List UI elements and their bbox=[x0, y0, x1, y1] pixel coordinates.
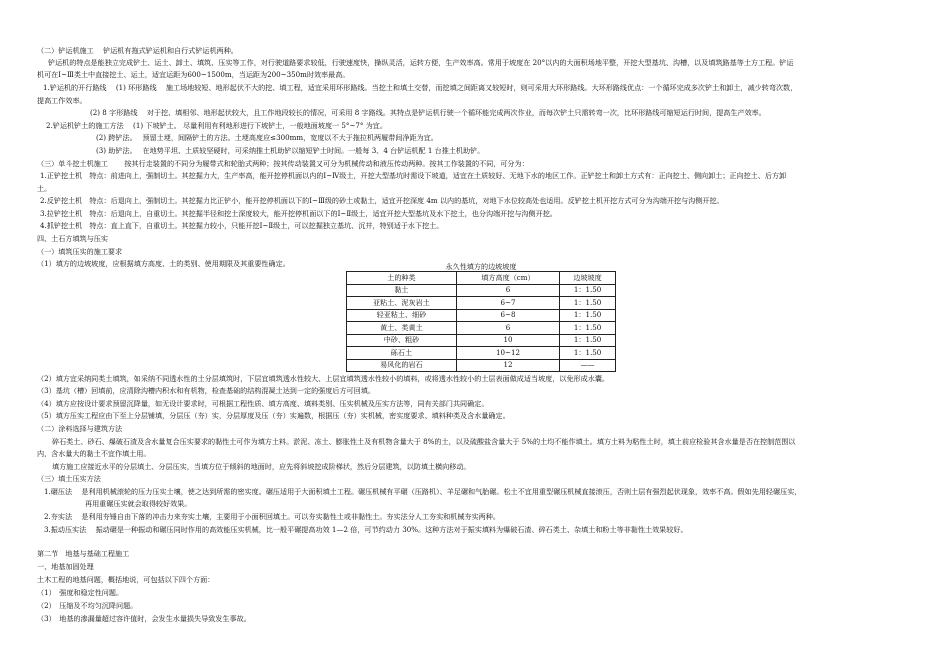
text-line: 土木工程的地基问题，概括地说，可包括以下四个方面： bbox=[37, 575, 215, 584]
text-line: 2.夯实法 是利用夯锤自由下落的冲击力来夯实土壤，主要用于小面积回填土。可以夯实黏性土或非黏性土。夯实法分人工夯实和机械夯实两种。 bbox=[44, 512, 500, 521]
text-line: 提高工作效率。 bbox=[37, 96, 87, 105]
table-cell: 黄土、类黄土 bbox=[347, 322, 457, 335]
list-item: （3） 地基的渗漏量超过容许值时，会发生水量损失导致发生事故。 bbox=[37, 614, 251, 623]
table-row bbox=[347, 297, 616, 310]
table-cell: 黏土 bbox=[347, 284, 457, 297]
subsection-heading: （一）填筑压实的施工要求 bbox=[37, 247, 123, 256]
list-item: （2） 压缩及不均匀沉降问题。 bbox=[37, 601, 138, 610]
text-line: （三）单斗挖土机施工 按其行走装置的不同分为履带式和轮胎式两种；按其传动装置又可分为机械传动和液压传动两种。按其工作装置的不同，可分为： bbox=[37, 159, 529, 168]
text-line: 1.正铲挖土机 特点：前进向上，强制切土。其挖掘力大，生产率高，能开挖停机面以内的Ⅰ~Ⅳ级土，开挖大型基坑时需设下坡道，适宜在土质较好、无地下水的地区工作。正铲挖土和卸土方式有：正向挖土、侧向卸土；正向挖土、后方卸 bbox=[40, 171, 787, 180]
table-cell: 易风化的岩石 bbox=[347, 359, 457, 372]
section-heading: 一、地基加固处理 bbox=[37, 562, 94, 571]
text-line: (2) 8 字形路线 对于挖、填相邻、地形起伏较大，且工作地段较长的情况，可采用 8 字路线。其特点是铲运机行驶一个循环能完成两次作业，而每次铲土只需转弯一次，比环形路线可缩短运行时间，提高生产效率。 bbox=[90, 108, 766, 117]
list-item: （1） 强度和稳定性问题。 bbox=[37, 588, 124, 597]
chapter-heading: 第二节 地基与基础工程施工 bbox=[37, 549, 130, 558]
text-line: 再用重碾压实就会取得较好效果。 bbox=[85, 499, 192, 508]
table-cell: 1：1.50 bbox=[560, 322, 616, 335]
text-line: 碎石类土、砂石、爆破石渣及含水量复合压实要求的黏性土可作为填方土料。淤泥、冻土、膨胀性土及有机物含量大于 8%的土，以及硫酸盐含量大于 5%的土均不能作填土。填方土料为粘性土时，填土前应检验其含水量是否在控制范围以 bbox=[52, 437, 796, 446]
text-line: 4.抓铲挖土机 特点：直上直下，自重切土。其挖掘力较小，只能开挖Ⅰ~Ⅱ级土，可以挖掘独立基坑、沉井，特别适于水下挖土。 bbox=[40, 221, 444, 230]
table-row bbox=[347, 334, 616, 347]
text-line: （1）填方的边坡坡度，应根据填方高度、土的类别、使用期限及其重要性确定。 bbox=[37, 259, 290, 268]
text-line: 土。 bbox=[37, 184, 52, 193]
table-cell: 1：1.50 bbox=[560, 309, 616, 322]
table-row bbox=[347, 309, 616, 322]
text-line: 铲运机的特点是能独立完成铲土、运土、卸土、填筑、压实等工作，对行驶道路要求较低，行驶速度快，操纵灵活，运转方便，生产效率高。常用于坡度在 20°以内的大面积场地平整，开挖大型基坑、沟槽，以及填筑路基等土方工程。铲运 bbox=[48, 58, 794, 67]
table-cell: 10 bbox=[456, 334, 559, 347]
table-cell: 6 bbox=[456, 284, 559, 297]
table-title: 永久性填方的边坡坡度 bbox=[445, 262, 517, 271]
text-line: （3）基坑（槽）回填前，应清除沟槽内积水和有机物，检查基础的结构混凝土达到一定的强度后方可回填。 bbox=[37, 386, 375, 395]
text-line: 2.反铲挖土机 特点：后退向上，强制切土。其挖掘力比正铲小，能开挖停机面以下的Ⅰ~Ⅲ级的砂土或黏土，适宜开挖深度 4m 以内的基坑，对地下水位较高处也适用。反铲挖土机开挖方式可分为沟端开挖与沟侧开挖。 bbox=[40, 196, 724, 205]
text-line: (3) 助铲法。 在地势平坦、土质较坚硬时，可采纳推土机助铲以缩短铲土时间。一般每 3、4 台铲运机配 1 台推土机助铲。 bbox=[96, 146, 485, 155]
text-line: (2) 跨铲法。 预留土埂，间隔铲土的方法。土埂高度应≤300mm，宽度以不大于拖拉机两履带间净距为宜。 bbox=[96, 133, 438, 142]
section-heading: 四、土石方填筑与压实 bbox=[37, 234, 108, 243]
table-cell: 1：1.50 bbox=[560, 297, 616, 310]
text-line: 3.振动压实法 振动碾是一种振动和碾压同时作用的高效能压实机械，比一般平碾提高功效 1—2 倍，可节约动力 30%。这种方法对于振实填料为爆破石渣、碎石类土、杂填土和粉土等非黏性土效果较好。 bbox=[44, 525, 688, 534]
table-header: 边坡坡度 bbox=[560, 272, 616, 285]
text-line: 机可在Ⅰ~Ⅲ类土中直接挖土、运土，适宜运距为600~1500m，当运距为200~350m时效率最高。 bbox=[37, 70, 350, 79]
table-cell: 1：1.50 bbox=[560, 347, 616, 360]
table-header: 土的种类 bbox=[347, 272, 457, 285]
table-header-row bbox=[347, 272, 616, 285]
table-header: 填方高度（cm） bbox=[456, 272, 559, 285]
table-cell: 砾石土 bbox=[347, 347, 457, 360]
text-line: 2.铲运机铲土的施工方法 (1) 下坡铲土。 尽量利用有利地形进行下坡铲土，一般地面坡度一 5°~7° 为宜。 bbox=[46, 121, 387, 130]
table-cell: —— bbox=[560, 359, 616, 372]
text-line: 1.铲运机的开行路线 (1) 环形路线 施工场地较短、地形起伏不大的挖、填工程，适宜采用环形路线。当挖土和填土交替，而挖填之间距离又较短时，则可采用大环形路线。大环形路线优点：一个循环完成多次铲土和卸土，减少转弯次数， bbox=[43, 83, 798, 92]
text-line: （2）填方宜采纳同类土填筑，如采纳不同透水性的土分层填筑时，下层宜填筑透水性较大、上层宜填筑透水性较小的填料，或将透水性较小的土层表面做成适当坡度，以免形成水囊。 bbox=[37, 374, 610, 383]
subsection-heading: （三）填土压实方法 bbox=[37, 474, 101, 483]
table-cell: 中砂、粗砂 bbox=[347, 334, 457, 347]
table-cell: 1：1.50 bbox=[560, 284, 616, 297]
table-cell: 6~8 bbox=[456, 309, 559, 322]
table-cell: 6~7 bbox=[456, 297, 559, 310]
table-cell: 10~12 bbox=[456, 347, 559, 360]
slope-table bbox=[346, 271, 616, 372]
table-cell: 轻亚粘土、细砂 bbox=[347, 309, 457, 322]
text-line: 3.拉铲挖土机 特点：后退向上，自重切土。其挖掘半径和挖土深度较大，能开挖停机面以下的Ⅰ~Ⅱ级土，适宜开挖大型基坑及水下挖土，也分沟端开挖与沟侧开挖。 bbox=[40, 209, 557, 218]
table-row bbox=[347, 322, 616, 335]
table-cell: 亚粘土、泥灰岩土 bbox=[347, 297, 457, 310]
text-line: 1.碾压法 是利用机械滚轮的压力压实土壤，使之达到所需的密实度。碾压适用于大面积填土工程。碾压机械有平碾（压路机）、羊足碾和气胎碾。松土不宜用重型碾压机械直接滚压，否则土层有强烈起伏现象，效率不高。假如先用轻碾压实， bbox=[44, 487, 802, 496]
subsection-heading: （二）涂料选择与建筑方法 bbox=[37, 424, 123, 433]
table-cell: 6 bbox=[456, 322, 559, 335]
table-row bbox=[347, 347, 616, 360]
text-line: 内，含水量大的黏土不宜作填土用。 bbox=[37, 449, 151, 458]
text-line: （5）填方压实工程应由下至上分层铺填，分层压（夯）实，分层厚度及压（夯）实遍数，根据压（夯）实机械，密实度要求、填料种类及含水量确定。 bbox=[37, 411, 510, 420]
table-row bbox=[347, 284, 616, 297]
table-cell: 12 bbox=[456, 359, 559, 372]
table-cell: 1：1.50 bbox=[560, 334, 616, 347]
table-row bbox=[347, 359, 616, 372]
text-line: 填方施工应接近水平的分层填土、分层压实，当填方位于倾斜的地面时，应先将斜坡挖成阶梯状，然后分层建筑，以防填土横向移动。 bbox=[52, 462, 471, 471]
text-line: （二）铲运机施工 铲运机有拖式铲运机和自行式铲运机两种。 bbox=[37, 46, 238, 55]
text-line: （4）填方应按设计要求预留沉降量，如无设计要求时，可根据工程性质、填方高度、填料类别、压实机械及压实方法等，同有关部门共同确定。 bbox=[37, 399, 489, 408]
